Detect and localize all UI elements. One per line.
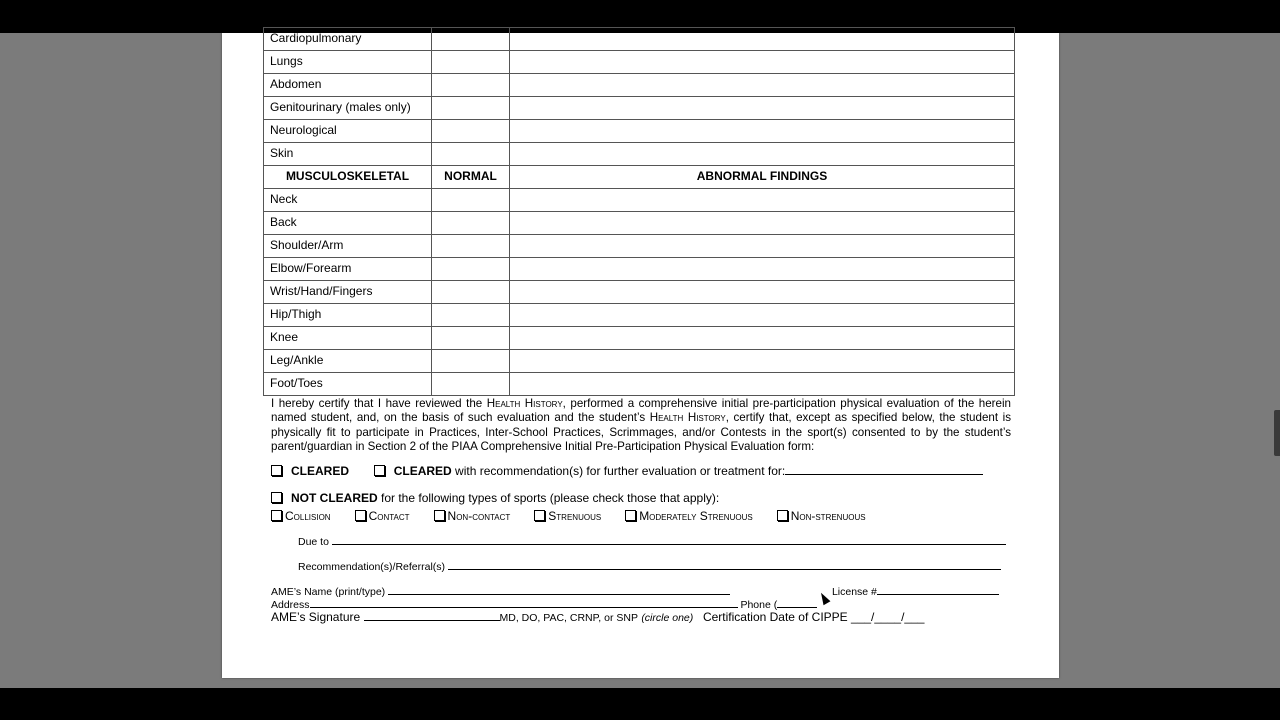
header-musculoskeletal: MUSCULOSKELETAL <box>264 166 432 189</box>
checkbox[interactable] <box>271 510 282 521</box>
cleared-with-recommendation-checkbox[interactable] <box>374 465 385 476</box>
sport-label: Non-contact <box>447 509 511 523</box>
exam-item: Hip/Thigh <box>264 304 432 327</box>
normal-cell[interactable] <box>432 28 510 51</box>
bottom-letterbox <box>0 688 1280 720</box>
exam-item: Knee <box>264 327 432 350</box>
cert-text-1: I hereby certify that I have reviewed the <box>271 397 487 410</box>
credentials-text: MD, DO, PAC, CRNP, or SNP <box>499 612 638 624</box>
table-row <box>264 235 1015 258</box>
exam-item: Elbow/Forearm <box>264 258 432 281</box>
header-normal: NORMAL <box>432 166 510 189</box>
ame-name-row <box>271 584 999 598</box>
findings-cell[interactable] <box>510 212 1015 235</box>
findings-cell[interactable] <box>510 350 1015 373</box>
due-to-row <box>298 534 1006 548</box>
findings-cell[interactable] <box>510 281 1015 304</box>
cert-date-field[interactable]: ___/____/___ <box>851 610 925 624</box>
findings-cell[interactable] <box>510 235 1015 258</box>
phone-label: Phone ( <box>740 599 778 611</box>
cleared-with-label: CLEARED <box>393 464 452 478</box>
phone-field[interactable] <box>777 597 817 608</box>
scrollbar-thumb[interactable] <box>1274 410 1280 456</box>
exam-item: Skin <box>264 143 432 166</box>
due-to-field[interactable] <box>332 534 1006 545</box>
checkbox[interactable] <box>534 510 545 521</box>
signature-label: AME’s Signature <box>271 610 361 624</box>
license-field[interactable] <box>877 584 999 595</box>
table-row <box>264 258 1015 281</box>
signature-field[interactable] <box>364 610 500 621</box>
recommendations-row <box>298 559 1001 573</box>
exam-item: Back <box>264 212 432 235</box>
normal-cell[interactable] <box>432 304 510 327</box>
exam-item: Cardiopulmonary <box>264 28 432 51</box>
table-row <box>264 143 1015 166</box>
license-label: License # <box>831 586 877 598</box>
normal-cell[interactable] <box>432 120 510 143</box>
table-row <box>264 304 1015 327</box>
sport-label: Moderately Strenuous <box>639 509 753 523</box>
findings-cell[interactable] <box>510 28 1015 51</box>
ame-name-field[interactable] <box>388 584 730 595</box>
findings-cell[interactable] <box>510 74 1015 97</box>
table-row <box>264 74 1015 97</box>
certification-paragraph <box>271 397 1011 455</box>
not-cleared-checkbox[interactable] <box>271 492 282 503</box>
cert-text-3: , certify that, except as specified below, the student is physically fit to participate in Practices, Inter-School Practices, Scrimmages, and/or Contests in the sport(s) consented to by the student’s parent/guardian in Section 2 of the PIAA Comprehensive Initial Pre-Participation Physical Evaluation form: <box>271 411 1012 454</box>
sport-label: Non-strenuous <box>790 509 866 523</box>
normal-cell[interactable] <box>432 350 510 373</box>
exam-item: Foot/Toes <box>264 373 432 396</box>
normal-cell[interactable] <box>432 258 510 281</box>
recommendations-field[interactable] <box>448 559 1001 570</box>
normal-cell[interactable] <box>432 143 510 166</box>
not-cleared-row <box>271 491 719 505</box>
normal-cell[interactable] <box>432 281 510 304</box>
due-to-label: Due to <box>298 536 329 548</box>
sport-label: Strenuous <box>548 509 602 523</box>
exam-item: Abdomen <box>264 74 432 97</box>
findings-cell[interactable] <box>510 120 1015 143</box>
ame-name-label: AME’s Name (print/type) <box>271 586 386 598</box>
normal-cell[interactable] <box>432 373 510 396</box>
findings-cell[interactable] <box>510 51 1015 74</box>
sport-label: Collision <box>285 509 331 523</box>
not-cleared-text: for the following types of sports (please check those that apply): <box>377 491 720 505</box>
exam-item: Leg/Ankle <box>264 350 432 373</box>
findings-cell[interactable] <box>510 258 1015 281</box>
sport-option-strenuous[interactable] <box>534 509 601 523</box>
normal-cell[interactable] <box>432 97 510 120</box>
exam-item: Neck <box>264 189 432 212</box>
musculoskeletal-header-row <box>264 166 1015 189</box>
cleared-with-text: with recommendation(s) for further evaluation or treatment for: <box>451 464 786 478</box>
cert-date-label: Certification Date of CIPPE <box>702 610 848 624</box>
table-row <box>264 350 1015 373</box>
header-abnormal-findings: ABNORMAL FINDINGS <box>510 166 1015 189</box>
sport-label: Contact <box>368 509 410 523</box>
normal-cell[interactable] <box>432 212 510 235</box>
findings-cell[interactable] <box>510 304 1015 327</box>
sport-types-row <box>271 509 866 523</box>
not-cleared-label: NOT CLEARED <box>291 491 378 505</box>
recommendations-label: Recommendation(s)/Referral(s) <box>298 561 446 573</box>
physical-exam-table <box>263 27 1015 396</box>
clearance-row <box>271 464 983 478</box>
normal-cell[interactable] <box>432 189 510 212</box>
normal-cell[interactable] <box>432 235 510 258</box>
sport-option-contact[interactable] <box>355 509 410 523</box>
sport-option-collision[interactable] <box>271 509 331 523</box>
findings-cell[interactable] <box>510 189 1015 212</box>
table-row <box>264 327 1015 350</box>
exam-item: Wrist/Hand/Fingers <box>264 281 432 304</box>
exam-item: Genitourinary (males only) <box>264 97 432 120</box>
exam-item: Neurological <box>264 120 432 143</box>
table-row <box>264 212 1015 235</box>
findings-cell[interactable] <box>510 97 1015 120</box>
sport-option-non-contact[interactable] <box>434 509 511 523</box>
exam-item: Lungs <box>264 51 432 74</box>
findings-cell[interactable] <box>510 327 1015 350</box>
table-row <box>264 28 1015 51</box>
exam-item: Shoulder/Arm <box>264 235 432 258</box>
health-history-term: Health History <box>486 397 563 410</box>
table-row <box>264 120 1015 143</box>
checkbox[interactable] <box>625 510 636 521</box>
cleared-checkbox[interactable] <box>271 465 282 476</box>
address-label: Address <box>271 599 310 611</box>
address-field[interactable] <box>310 597 738 608</box>
findings-cell[interactable] <box>510 143 1015 166</box>
document-page <box>222 33 1059 678</box>
normal-cell[interactable] <box>432 327 510 350</box>
health-history-term: Health History <box>649 411 726 425</box>
cleared-with-field[interactable] <box>785 464 983 475</box>
checkbox[interactable] <box>355 510 366 521</box>
circle-one-text: (circle one) <box>641 612 694 624</box>
normal-cell[interactable] <box>432 51 510 74</box>
address-row <box>271 597 817 611</box>
table-row <box>264 189 1015 212</box>
cleared-label: CLEARED <box>291 464 350 478</box>
table-row <box>264 373 1015 396</box>
normal-cell[interactable] <box>432 74 510 97</box>
table-row <box>264 281 1015 304</box>
table-row <box>264 51 1015 74</box>
cert-text-2: , performed a comprehensive initial pre-participation physical evaluation of the herein named student, and, on the basis of such evaluation and the student’s <box>271 397 1011 425</box>
checkbox[interactable] <box>777 510 788 521</box>
table-row <box>264 97 1015 120</box>
findings-cell[interactable] <box>510 373 1015 396</box>
sport-option-moderately-strenuous[interactable] <box>625 509 753 523</box>
checkbox[interactable] <box>434 510 445 521</box>
sport-option-non-strenuous[interactable] <box>777 509 866 523</box>
signature-row <box>271 610 924 624</box>
